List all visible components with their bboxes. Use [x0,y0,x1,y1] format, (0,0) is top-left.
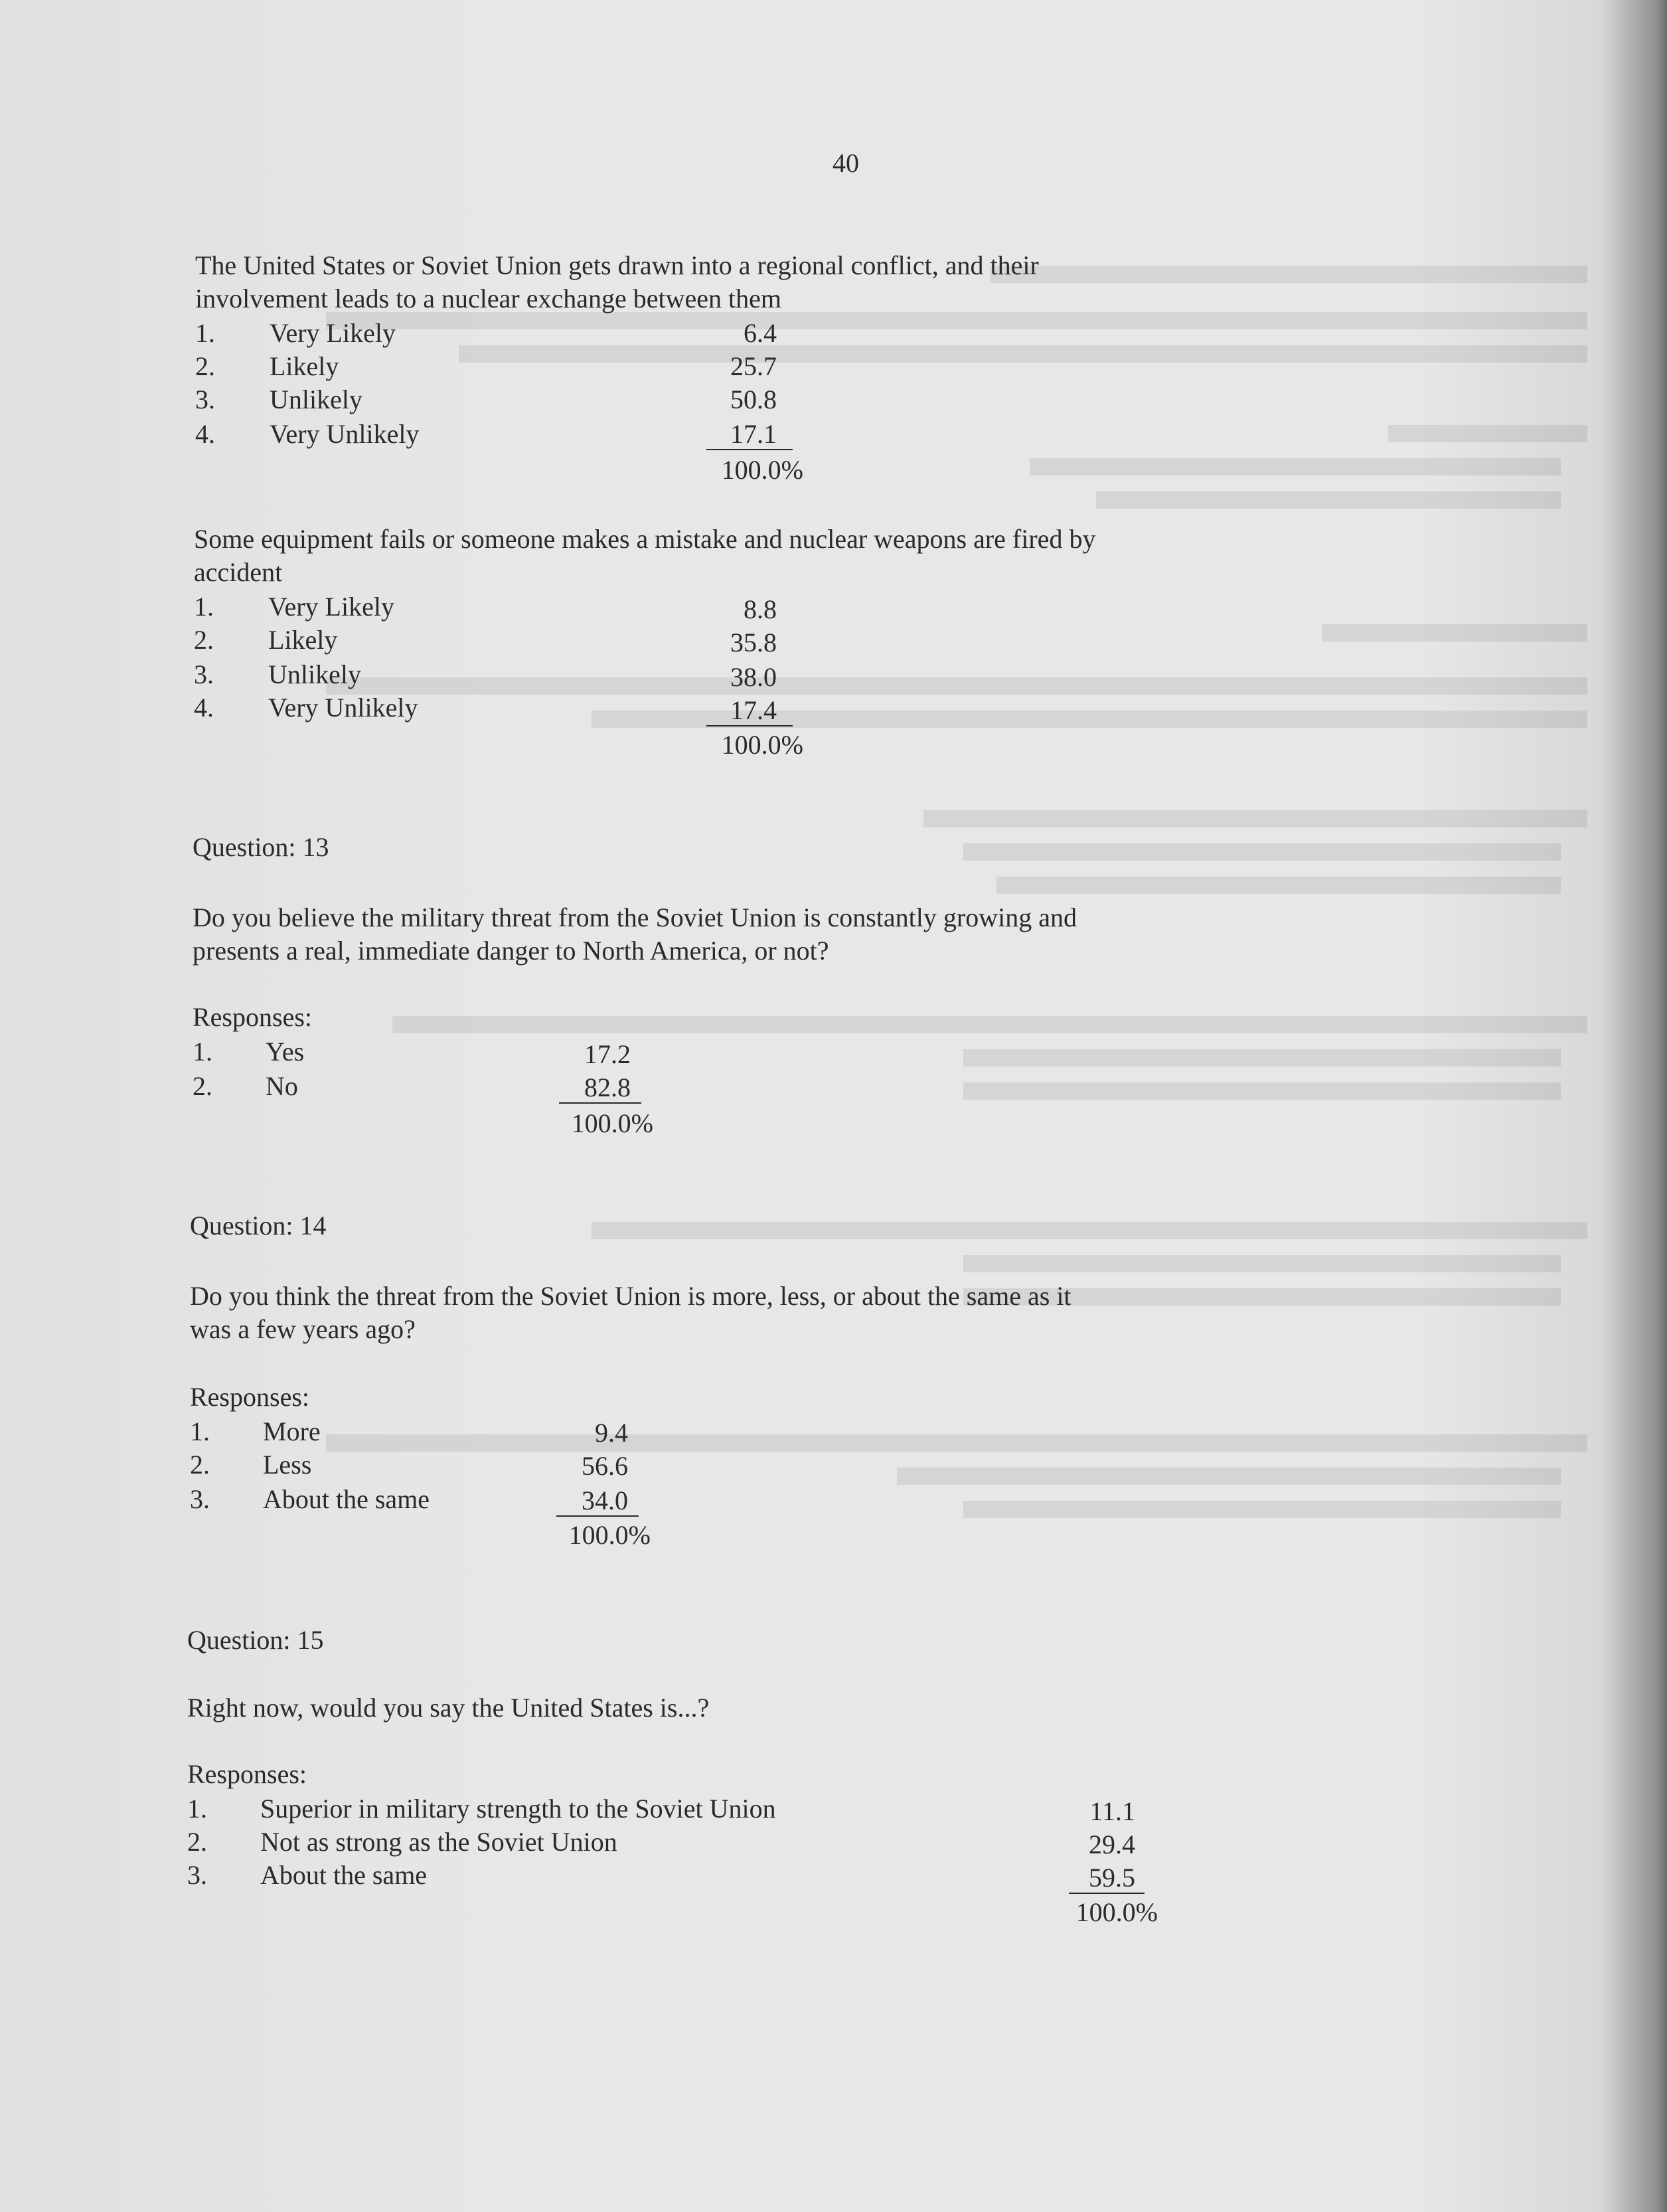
total-value: 100.0% [721,455,803,485]
item-number: 3. [190,1484,210,1514]
question-text-cont: presents a real, immediate danger to North America, or not? [193,936,829,966]
item-label: Very Unlikely [270,419,420,449]
question-heading: Question: 13 [193,832,329,862]
item-value: 56.6 [582,1451,628,1481]
responses-label: Responses: [190,1382,309,1412]
item-label: About the same [260,1860,428,1890]
item-number: 2. [195,351,215,381]
item-number: 2. [193,1071,212,1101]
item-value: 9.4 [595,1418,628,1448]
item-label: Unlikely [268,659,361,689]
item-label: No [266,1071,298,1101]
item-number: 3. [194,659,214,689]
item-value: 29.4 [1089,1829,1135,1859]
item-value: 25.7 [730,351,777,381]
item-label: Likely [268,625,338,655]
item-number: 1. [193,1037,212,1066]
question-text: The United States or Soviet Union gets drawn into a regional conflict, and their [195,250,1039,280]
item-number: 4. [195,419,215,449]
item-value: 17.1 [730,419,777,449]
sum-rule [556,1515,639,1517]
item-number: 1. [194,592,214,622]
question-heading: Question: 14 [190,1211,327,1240]
item-number: 1. [187,1794,207,1824]
item-label: More [263,1416,321,1446]
item-label: Unlikely [270,384,362,414]
item-value: 50.8 [730,384,777,414]
item-value: 82.8 [584,1072,631,1102]
item-label: Less [263,1450,312,1480]
item-value: 17.2 [584,1039,631,1069]
question-text: Do you believe the military threat from the Soviet Union is constantly growing and [193,902,1077,932]
item-number: 1. [195,318,215,348]
item-value: 34.0 [582,1486,628,1515]
item-number: 2. [187,1827,207,1857]
item-value: 8.8 [744,594,777,624]
responses-label: Responses: [187,1759,307,1789]
question-text: Do you think the threat from the Soviet Union is more, less, or about the same as it [190,1281,1072,1311]
sum-rule [706,725,793,726]
question-heading: Question: 15 [187,1625,324,1655]
item-number: 3. [187,1860,207,1890]
item-number: 3. [195,384,215,414]
item-number: 2. [190,1450,210,1480]
item-value: 38.0 [730,662,777,692]
total-value: 100.0% [568,1520,651,1550]
item-number: 2. [194,625,214,655]
item-value: 35.8 [730,628,777,657]
responses-label: Responses: [193,1002,312,1032]
item-number: 4. [194,693,214,723]
question-text: Some equipment fails or someone makes a mistake and nuclear weapons are fired by [194,524,1096,554]
item-label: Likely [270,351,339,381]
total-value: 100.0% [571,1108,653,1138]
item-label: Very Likely [268,592,394,622]
item-value: 59.5 [1089,1863,1135,1893]
item-label: About the same [263,1484,430,1514]
item-label: Very Likely [270,318,396,348]
question-text-cont: was a few years ago? [190,1314,416,1344]
item-label: Very Unlikely [268,693,418,723]
item-value: 11.1 [1089,1796,1135,1826]
item-label: Yes [266,1037,305,1066]
item-label: Superior in military strength to the Soviet Union [260,1794,776,1824]
item-value: 17.4 [730,695,777,725]
item-number: 1. [190,1416,210,1446]
total-value: 100.0% [721,730,803,760]
sum-rule [706,449,793,450]
sum-rule [1069,1893,1145,1894]
page-number: 40 [833,148,859,178]
question-text: Right now, would you say the United States is...? [187,1693,710,1723]
item-value: 6.4 [744,318,777,348]
sum-rule [559,1102,641,1104]
total-value: 100.0% [1075,1897,1158,1927]
question-text-cont: involvement leads to a nuclear exchange between them [195,284,781,313]
question-text-cont: accident [194,557,283,587]
item-label: Not as strong as the Soviet Union [260,1827,617,1857]
